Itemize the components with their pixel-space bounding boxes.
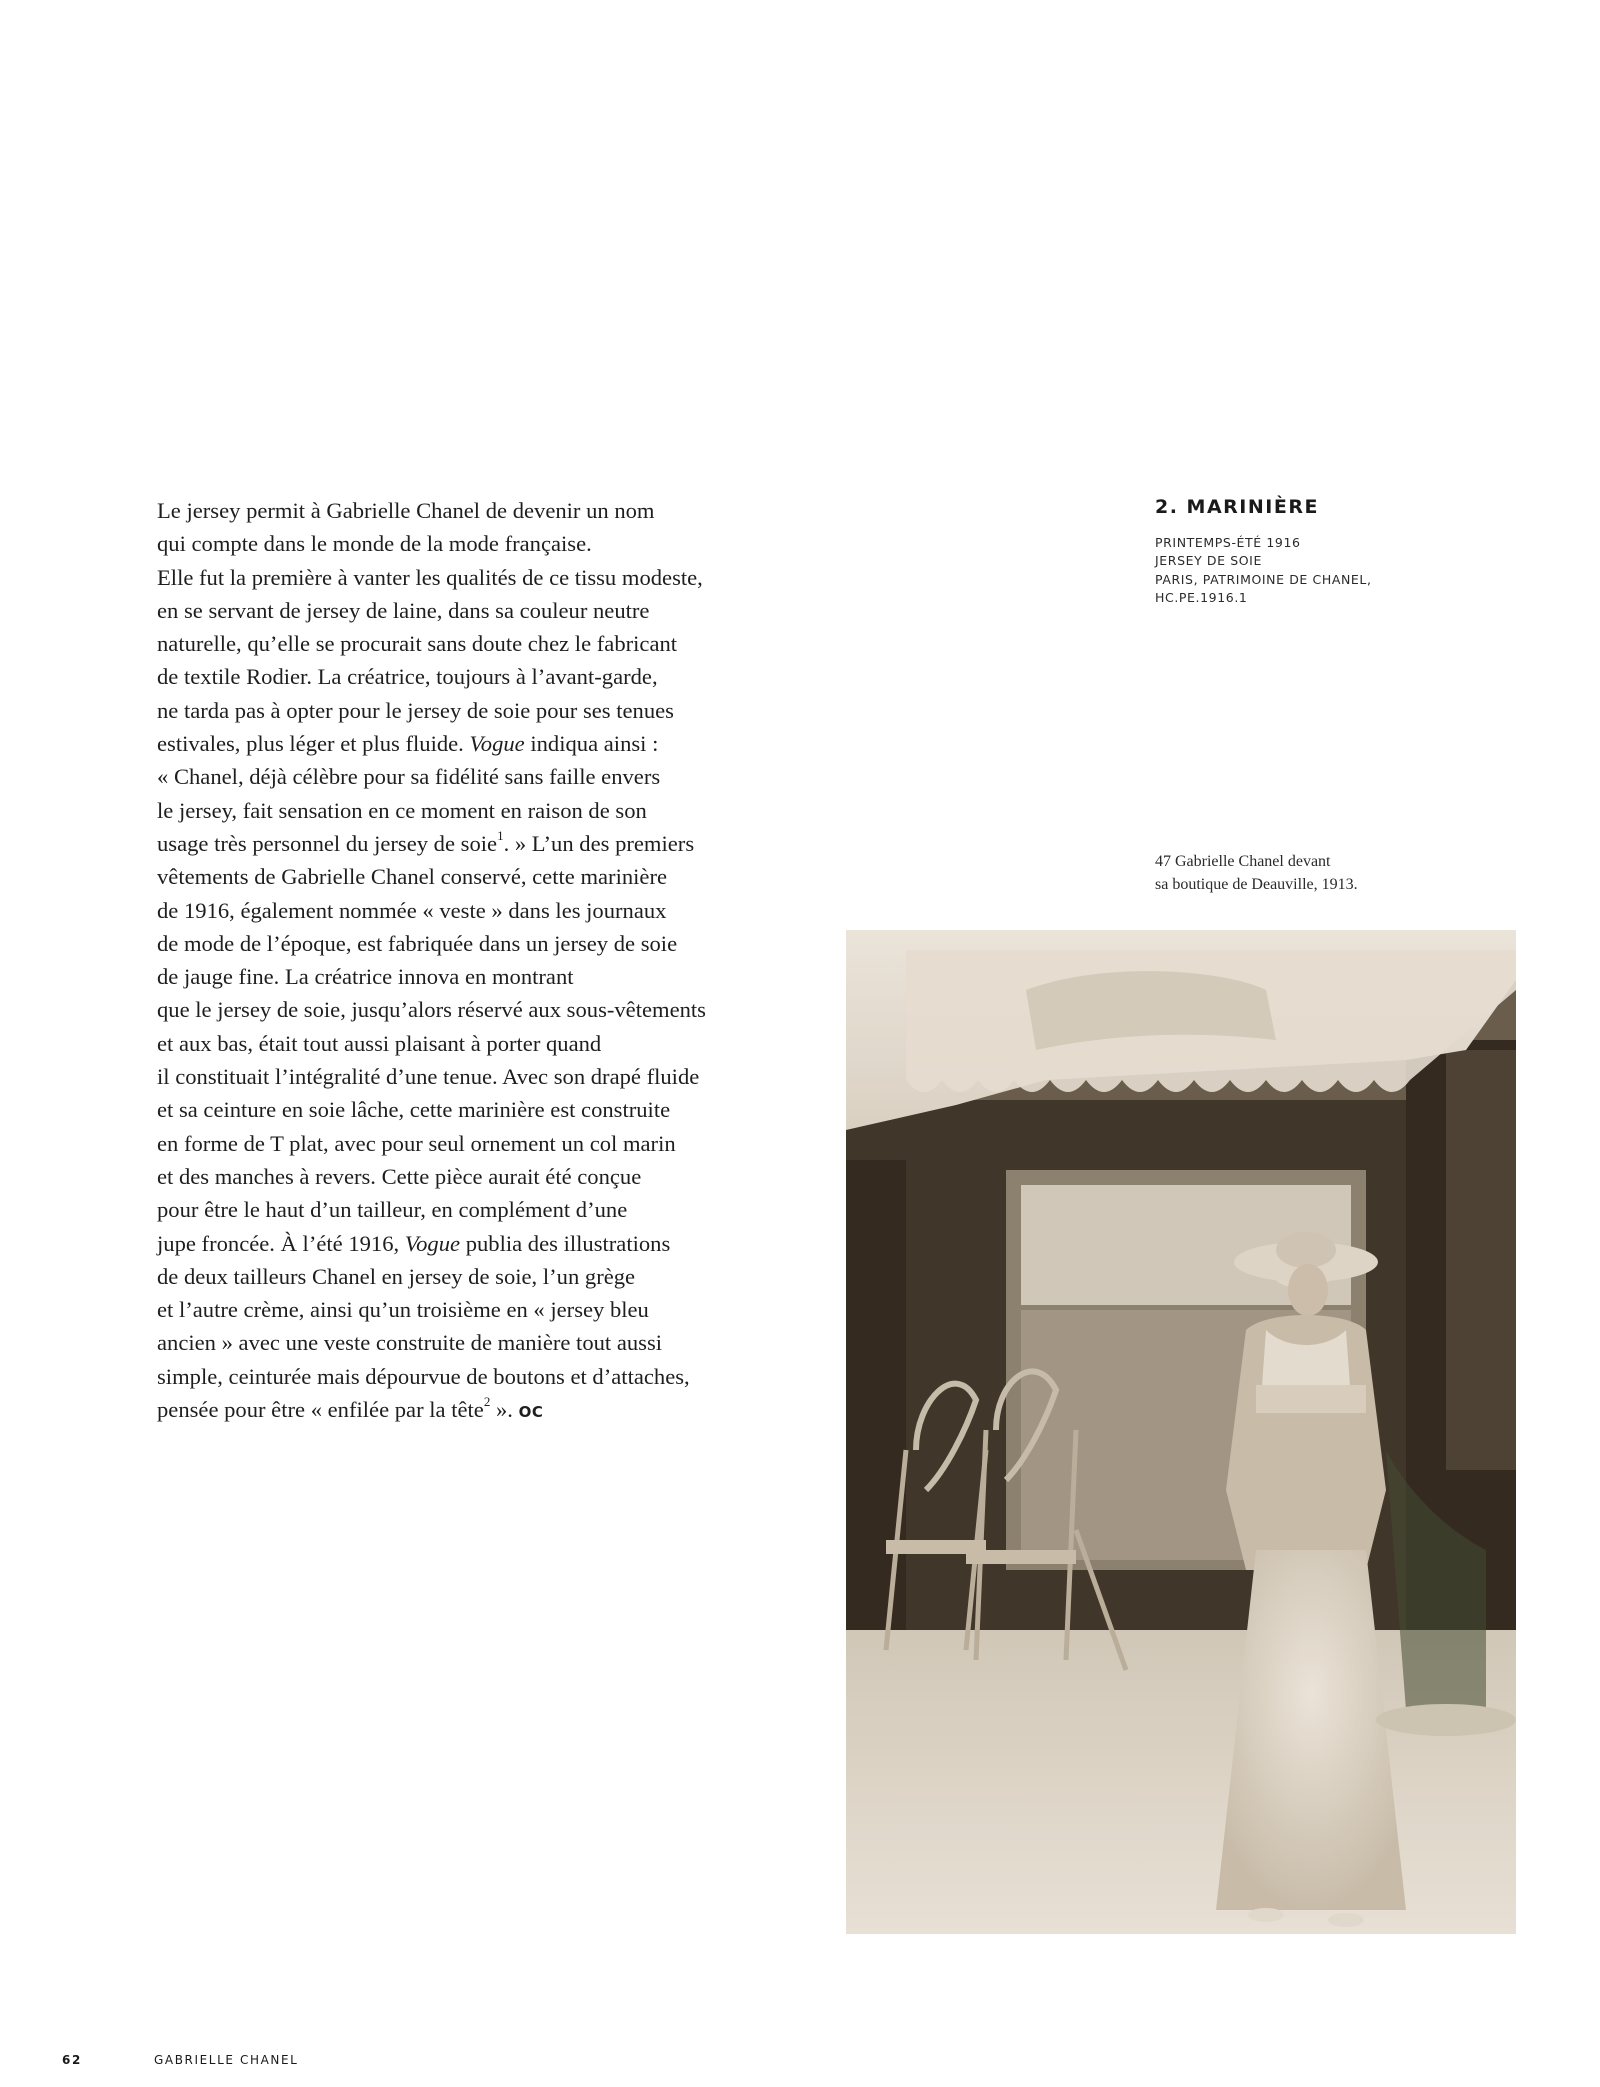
body-text-run: ». [490,1397,513,1423]
author-initials: OC [518,1403,544,1422]
body-line: de deux tailleurs Chanel en jersey de soie, l’un grège [157,1263,636,1289]
body-line: naturelle, qu’elle se procurait sans doute chez le fabricant [157,631,678,657]
body-text-run: indiqua ainsi : [530,731,659,757]
vogue-italic: Vogue [404,1230,461,1256]
body-line: le jersey, fait sensation en ce moment en raison de son [157,797,647,823]
body-line [157,827,797,860]
body-line [157,727,797,760]
body-line: vêtements de Gabrielle Chanel conservé, cette marinière [157,864,668,890]
body-line: simple, ceinturée mais dépourvue de boutons et d’attaches, [157,1363,690,1389]
photo-caption [1155,850,1358,896]
body-line: en se servant de jersey de laine, dans sa couleur neutre [157,597,650,623]
body-text-run: estivales, plus léger et plus fluide. [157,731,464,757]
caption-line: HC.PE.1916.1 [1155,589,1248,605]
running-head: GABRIELLE CHANEL [154,2053,299,2067]
body-text-run: jupe froncée. À l’été 1916, [157,1230,400,1256]
body-line [157,1227,797,1260]
body-line: il constituait l’intégralité d’une tenue. Avec son drapé fluide [157,1064,700,1090]
body-line: de mode de l’époque, est fabriquée dans un jersey de soie [157,930,678,956]
page-number: 62 [62,2053,82,2067]
photo-caption-line: 47 Gabrielle Chanel devant [1155,853,1331,870]
body-line: que le jersey de soie, jusqu’alors réservé aux sous-vêtements [157,997,706,1023]
caption-line: PARIS, PATRIMOINE DE CHANEL, [1155,571,1372,587]
caption-line: PRINTEMPS-ÉTÉ 1916 [1155,535,1301,550]
object-caption [1155,496,1455,607]
body-line: Le jersey permit à Gabrielle Chanel de devenir un nom [157,498,655,523]
body-line: Elle fut la première à vanter les qualités de ce tissu modeste, [157,564,703,590]
footnote-ref-2[interactable]: 2 [483,1394,491,1410]
body-line: ne tarda pas à opter pour le jersey de soie pour ses tenues [157,697,674,723]
caption-title: 2. MARINIÈRE [1155,496,1319,518]
body-text-run: usage très personnel du jersey de soie [157,830,498,856]
body-line: qui compte dans le monde de la mode française. [157,531,592,557]
body-line: de jauge fine. La créatrice innova en montrant [157,964,574,990]
body-line: et sa ceinture en soie lâche, cette marinière est construite [157,1097,671,1123]
photo-caption-line: sa boutique de Deauville, 1913. [1155,876,1358,893]
caption-line: JERSEY DE SOIE [1155,553,1262,569]
body-line: « Chanel, déjà célèbre pour sa fidélité sans faille envers [157,764,661,790]
body-line: de 1916, également nommée « veste » dans les journaux [157,897,667,923]
body-line: et des manches à revers. Cette pièce aurait été conçue [157,1163,642,1189]
body-text-run: . » L’un des premiers [503,830,695,856]
body-line [157,1393,797,1429]
body-text-run: pensée pour être « enfilée par la tête [157,1397,484,1423]
body-line: pour être le haut d’un tailleur, en complément d’une [157,1197,628,1223]
body-line: et l’autre crème, ainsi qu’un troisième en « jersey bleu [157,1297,649,1323]
body-text [157,494,797,1429]
archival-photo [846,930,1516,1934]
body-line: de textile Rodier. La créatrice, toujours à l’avant-garde, [157,664,658,690]
photo-illustration [846,930,1516,1934]
footnote-ref-1[interactable]: 1 [497,828,504,844]
body-line: ancien » avec une veste construite de manière tout aussi [157,1330,663,1356]
vogue-italic: Vogue [469,731,525,757]
body-line: en forme de T plat, avec pour seul ornement un col marin [157,1130,676,1156]
body-text-run: publia des illustrations [465,1230,671,1256]
body-line: et aux bas, était tout aussi plaisant à porter quand [157,1030,602,1056]
